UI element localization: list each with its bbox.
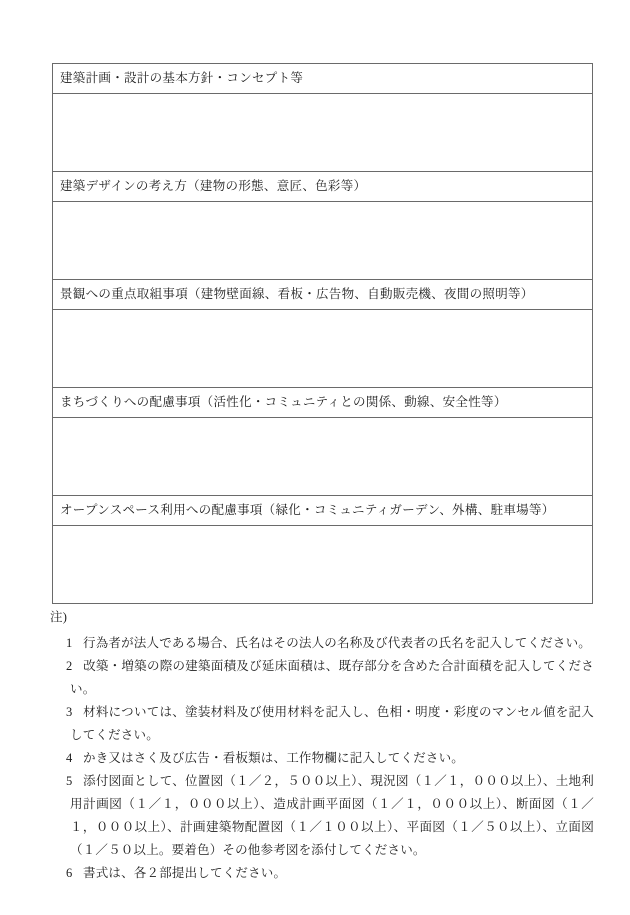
note-number: 5	[66, 774, 73, 788]
note-item-6	[66, 862, 594, 885]
notes-section	[50, 606, 594, 885]
section-header-landscape-priority: 景観への重点取組事項（建物壁面線、看板・広告物、自動販売機、夜間の照明等）	[53, 280, 592, 310]
form-section-design-approach	[53, 172, 592, 280]
note-item-2	[66, 655, 594, 701]
note-number: 1	[66, 636, 73, 650]
form-section-basic-policy	[53, 64, 592, 172]
section-entry-area-landscape-priority	[53, 310, 592, 388]
note-text: かき又はさく及び広告・看板類は、工作物欄に記入してください。	[83, 751, 465, 765]
section-entry-area-basic-policy	[53, 94, 592, 172]
section-header-community-consideration: まちづくりへの配慮事項（活性化・コミュニティとの関係、動線、安全性等）	[53, 388, 592, 418]
note-number: 3	[66, 705, 73, 719]
section-header-design-approach: 建築デザインの考え方（建物の形態、意匠、色彩等）	[53, 172, 592, 202]
note-text: 書式は、各２部提出してください。	[83, 866, 287, 880]
consideration-form-table	[52, 63, 593, 604]
section-entry-area-openspace-consideration	[53, 526, 592, 603]
note-item-3	[66, 701, 594, 747]
note-item-5	[66, 770, 594, 862]
section-entry-area-design-approach	[53, 202, 592, 280]
note-number: 2	[66, 659, 73, 673]
notes-label: 注)	[50, 610, 68, 624]
note-text: 行為者が法人である場合、氏名はその法人の名称及び代表者の氏名を記入してください。	[83, 636, 592, 650]
form-section-landscape-priority	[53, 280, 592, 388]
note-text: 材料については、塗装材料及び使用材料を記入し、色相・明度・彩度のマンセル値を記入してください。	[70, 705, 594, 742]
form-section-openspace-consideration	[53, 496, 592, 603]
form-section-community-consideration	[53, 388, 592, 496]
note-item-1	[66, 632, 594, 655]
note-number: 4	[66, 751, 73, 765]
note-number: 6	[66, 866, 73, 880]
section-header-basic-policy: 建築計画・設計の基本方針・コンセプト等	[53, 64, 592, 94]
note-text: 添付図面として、位置図（１／２，５００以上）、現況図（１／１，０００以上）、土地利用計画図（１／１，０００以上）、造成計画平面図（１／１，０００以上）、断面図（１／１，０００以上）、計画建築物配置図（１／１００以上）、平面図（１／５０以上）、立面図（１／５０以上。要着色）その他参考図を添付してください。	[70, 774, 594, 857]
section-entry-area-community-consideration	[53, 418, 592, 496]
section-header-openspace-consideration: オープンスペース利用への配慮事項（緑化・コミュニティガーデン、外構、駐車場等）	[53, 496, 592, 526]
note-text: 改築・増築の際の建築面積及び延床面積は、既存部分を含めた合計面積を記入してください。	[70, 659, 594, 696]
note-item-4	[66, 747, 594, 770]
